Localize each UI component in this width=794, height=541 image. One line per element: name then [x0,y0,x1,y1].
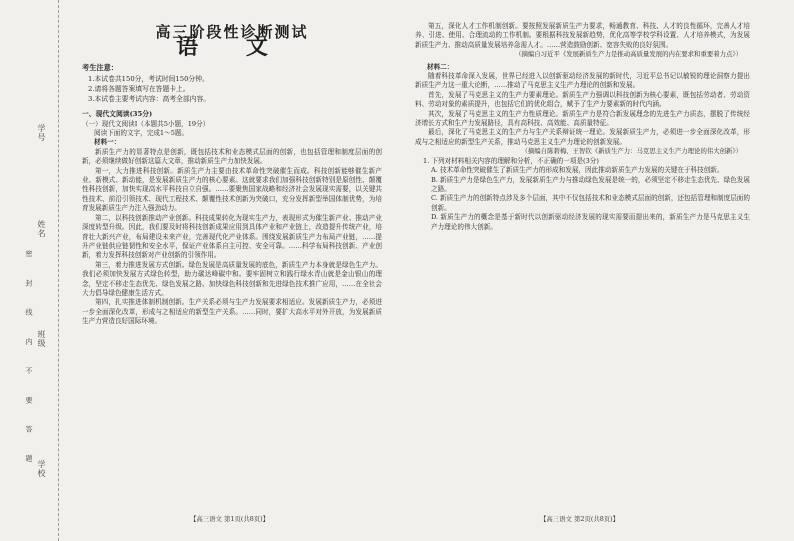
paragraph: 第五，深化人才工作机制创新。要按照发展新质生产力要求，畅通教育、科技、人才的良性循环，完善人才培养、引进、使用、合理流动的工作机制。要根据科技发展新趋势，优化高等学校学科设置、人才培养模式，为发展新质生产力、推动高质量发展培养急需人才。……营造鼓励创新、宽容失败的良好氛围。 [415,22,750,49]
exam-subject: 语 文 [176,34,288,61]
paragraph: 其次，发展了马克思主义的生产力性质理论。新质生产力是符合新发展理念的先进生产力质态，摆脱了传统经济增长方式和生产力发展路径，具有高科技、高效能、高质量特征。 [415,109,750,128]
seal-line-text: 密 封 线 内 不 要 答 题 [25,250,33,472]
paragraph: 首先，发展了马克思主义的生产力要素理论。新质生产力强调以科技创新为核心要素，既包括劳动者、劳动资料、劳动对象的素质提升，也包括它们的优化组合，赋予了生产力要素新的时代内涵。 [415,90,750,109]
paragraph: 第四，扎实推进体制机制创新。生产关系必须与生产力发展要求相适应。发展新质生产力，必须进一步全面深化改革，形成与之相适应的新型生产关系。……同时，要扩大高水平对外开放，为发展新质生产力营造良好国际环境。 [82,298,382,326]
answer-option-b: B. 新质生产力是绿色生产力，发展新质生产力与推动绿色发展是统一的，必须坚定不移走生态优先、绿色发展之路。 [431,175,750,193]
exam-title: 高三阶段性诊断测试 [155,23,309,41]
school-label: 学校 [37,460,46,478]
name-label: 姓名 [37,220,46,238]
paragraph: 第二，以科技创新推动产业创新。科技成果转化为现实生产力，表现形式为催生新产业、推动产业深度转型升级。因此，我们要及时将科技创新成果应用到具体产业和产业链上，改造提升传统产业，培育壮大新兴产业，布局建设未来产业，完善现代化产业体系。围绕发展新质生产力布局产业链，……提升产业链供应链韧性和安全水平，保证产业体系自主可控、安全可靠。……科学布局科技创新、产业创新，着力发挥科技创新对产业创新的引领作用。 [82,213,382,260]
reading-instruction: 阅读下面的文字，完成1～5题。 [94,129,189,138]
paragraph: 最后，深化了马克思主义的生产力与生产关系辩证统一理论。发展新质生产力，必须进一步全面深化改革，形成与之相适应的新型生产关系，推动马克思主义生产力理论的创新发展。 [415,128,750,146]
answer-option-c: C. 新质生产力的创新特点涉及多个层面，其中不仅包括技术和业态模式层面的创新，还包括管理和制度层面的创新。 [431,194,750,212]
paragraph: 新质生产力的显著特点是创新，既包括技术和业态模式层面的创新，也包括管理和制度层面的创新，必须继续做好创新这篇大文章，推动新质生产力加快发展。 [82,147,382,166]
paragraph: 第三，着力推进发展方式创新。绿色发展是高质量发展的底色，新质生产力本身就是绿色生产力。我们必须加快发展方式绿色转型，助力碳达峰碳中和。要牢固树立和践行绿水青山就是金山银山的理念，坚定不移走生态优先、绿色发展之路。加快绿色科技创新和先进绿色技术推广应用，……在全社会大力倡导绿色健康生活方式。 [82,260,382,297]
answer-option-d: D. 新质生产力的概念是基于新时代以创新驱动经济发展的现实需要而提出来的，新质生产力是马克思主义生产力理论的伟大创新。 [431,213,750,231]
page-one-footer: 【高三语文 第1页(共8页)】 [190,515,270,523]
answer-option-a: A. 技术革命性突破催生了新质生产力的形成和发展，因此推动新质生产力发展的关键在于科技创新。 [431,166,724,175]
source-citation: （摘编自陈碧梅、王智钦《新质生产力：马克思主义生产力理论的伟大创新》） [521,147,742,156]
binding-margin [0,0,59,541]
subsection-heading: （一）现代文阅读Ⅰ（本题共5小题，19分） [82,119,210,128]
page-two [415,22,750,232]
question-stem: 1. 下列对材料相关内容的理解和分析，不正确的一项是(3分) [423,156,599,165]
material-label: 材料二： [427,62,454,71]
material-label: 材料一： [94,138,121,147]
source-citation: （摘编自习近平《发展新质生产力是推动高质量发展的内在要求和重要着力点》） [515,50,742,59]
page-one [82,22,382,327]
page-two-footer: 【高三语文 第2页(共8页)】 [540,515,620,523]
class-label: 班级 [37,330,46,348]
paragraph: 第一，大力推进科技创新。新质生产力主要由技术革命性突破催生而成。科技创新能够催生新产业、新模式、新动能，是发展新质生产力的核心要素。这就要求我们加强科技创新特别是原创性、颠覆性科技创新，加快实现高水平科技自立自强。……要聚焦国家战略和经济社会发展现实需要，以关键共性技术、前沿引领技术、现代工程技术、颠覆性技术创新为突破口，充分发挥新型举国体制优势，为培育发展新质生产力注入强劲动力。 [82,166,382,213]
paragraph: 随着科技革命深入发展，世界已经进入以创新驱动经济发展的新时代，习近平总书记以敏锐的理论洞察力提出新质生产力这一重大论断，……推动了马克思主义生产力理论的创新和发展。 [415,72,750,90]
section-heading: 一、现代文阅读(35分) [82,110,153,119]
note-item: 1.本试卷共150分，考试时间150分钟。 [88,75,209,84]
student-id-label: 学号 [37,124,46,142]
note-item: 2.请将各题答案填写在答题卡上。 [88,85,190,94]
note-item: 3.本试卷主要考试内容：高考全部内容。 [88,95,211,104]
notes-heading: 考生注意： [82,62,118,72]
